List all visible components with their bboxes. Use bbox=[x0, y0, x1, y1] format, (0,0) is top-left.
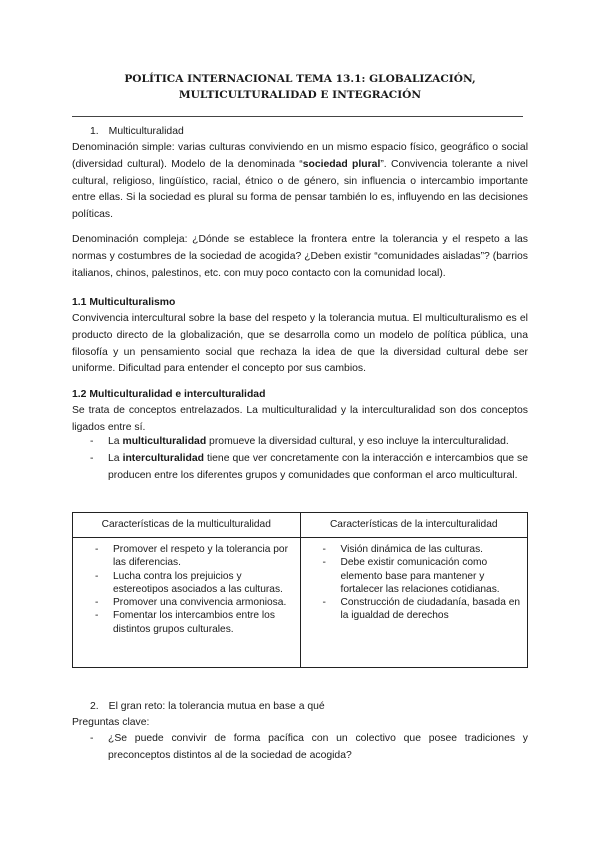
question-item bbox=[72, 731, 528, 765]
section-2-heading bbox=[90, 699, 325, 716]
section-2-number: 2. bbox=[90, 701, 99, 712]
section-1-number: 1. bbox=[90, 126, 99, 137]
section-1-title: Multiculturalidad bbox=[108, 126, 184, 137]
document-title: POLÍTICA INTERNACIONAL TEMA 13.1: GLOBALIZACIÓN, MULTICULTURALIDAD E INTEGRACIÓN bbox=[124, 73, 476, 101]
paragraph-text: Denominación simple: varias culturas conviviendo en un mismo espacio físico, geográfico o social (diversidad cultural). Modelo de la denominada “ bbox=[72, 142, 528, 170]
list-item-text: Fomentar los intercambios entre los distintos grupos culturales. bbox=[113, 610, 275, 635]
bullet-dash: - bbox=[90, 436, 94, 447]
bullet-dash: - bbox=[95, 610, 99, 622]
list-item bbox=[79, 596, 294, 609]
section-1-1-body: Convivencia intercultural sobre la base del respeto y la tolerancia mutua. El multiculturalismo es el producto directo de la globalización, que se desarrolla como un modelo de política pública, una filosofía y un pensamiento social que rechaza la idea de que la diversidad cultural debe ser uniforme. Dificultad para entender el concepto por sus cambios. bbox=[72, 313, 528, 375]
bullet-text: promueve la diversidad cultural, y eso incluye la interculturalidad. bbox=[206, 436, 509, 447]
section-1-2-intro: Se trata de conceptos entrelazados. La multiculturalidad y la interculturalidad son dos conceptos ligados entre sí. bbox=[72, 405, 528, 433]
table-header-interculturalidad: Características de la interculturalidad bbox=[300, 513, 528, 538]
question-text: ¿Se puede convivir de forma pacífica con un colectivo que posee tradiciones y preconceptos distintos al de la sociedad de acogida? bbox=[108, 733, 528, 761]
table-header-row bbox=[73, 513, 528, 538]
multiculturalidad-list bbox=[79, 543, 294, 636]
bullet-dash: - bbox=[322, 557, 326, 569]
bullet-text: La bbox=[108, 436, 123, 447]
key-questions-label: Preguntas clave: bbox=[72, 717, 150, 728]
title-divider bbox=[72, 116, 523, 117]
bullet-dash: - bbox=[95, 544, 99, 555]
section-1-paragraph-2: Denominación compleja: ¿Dónde se establece la frontera entre la tolerancia y el respeto a las normas y costumbres de la sociedad de acogida? ¿Deben existir “comunidades aisladas”? (barrios italianos, chinos, palestinos, etc. con muy poco contacto con la comunidad local). bbox=[72, 234, 528, 279]
interculturalidad-term: interculturalidad bbox=[122, 452, 204, 464]
list-item-text: Promover una convivencia armoniosa. bbox=[113, 597, 287, 609]
list-item-text: Promover el respeto y la tolerancia por las diferencias. bbox=[113, 544, 288, 569]
table-header-multiculturalidad: Características de la multiculturalidad bbox=[73, 513, 301, 538]
section-1-1-heading: 1.1 Multiculturalismo bbox=[72, 297, 176, 308]
bullet-text: tiene que ver concretamente con la interacción e intercambios que se producen entre los diferentes grupos y comunidades que conforman el arco multicultural. bbox=[108, 452, 528, 481]
list-item bbox=[72, 451, 528, 485]
list-item bbox=[79, 609, 294, 636]
sociedad-plural-term: sociedad plural bbox=[302, 158, 381, 170]
bullet-text: La bbox=[108, 452, 123, 464]
list-item bbox=[79, 543, 294, 570]
key-questions-list bbox=[72, 731, 528, 765]
section-1-paragraph-1 bbox=[72, 140, 528, 224]
table-row bbox=[73, 538, 528, 668]
list-item bbox=[307, 556, 522, 596]
interculturalidad-cell bbox=[300, 538, 528, 668]
section-1-2-bullets bbox=[72, 434, 528, 484]
list-item bbox=[307, 596, 522, 623]
interculturalidad-list bbox=[307, 543, 522, 623]
bullet-dash: - bbox=[90, 452, 94, 464]
list-item-text: Construcción de ciudadanía, basada en la igualdad de derechos bbox=[340, 597, 521, 622]
bullet-dash: - bbox=[95, 597, 99, 609]
multiculturalidad-term: multiculturalidad bbox=[122, 436, 207, 447]
section-2-title: El gran reto: la tolerancia mutua en base a qué bbox=[108, 701, 325, 712]
list-item bbox=[72, 434, 528, 451]
list-item-text: Debe existir comunicación como elemento base para mantener y fortalecer las relaciones cotidianas. bbox=[340, 557, 500, 595]
section-1-2-heading: 1.2 Multiculturalidad e interculturalidad bbox=[72, 389, 266, 400]
list-item-text: Lucha contra los prejuicios y estereotipos asociados a las culturas. bbox=[113, 570, 283, 595]
bullet-dash: - bbox=[322, 544, 326, 555]
comparison-table bbox=[72, 512, 528, 668]
multiculturalidad-cell bbox=[73, 538, 301, 668]
list-item-text: Visión dinámica de las culturas. bbox=[340, 544, 484, 555]
paragraph-text: ”. Convivencia tolerante a nivel cultural, religioso, lingüístico, racial, étnico o de género, sin influencia o intercambio importante entre ellas. Si la sociedad es plural su forma de pensar también lo es, influyendo en las decisiones políticas. bbox=[72, 158, 528, 221]
bullet-dash: - bbox=[322, 597, 326, 609]
list-item bbox=[307, 543, 522, 556]
bullet-dash: - bbox=[95, 570, 99, 582]
list-item bbox=[79, 570, 294, 597]
bullet-dash: - bbox=[90, 733, 94, 744]
section-1-heading bbox=[90, 124, 184, 141]
